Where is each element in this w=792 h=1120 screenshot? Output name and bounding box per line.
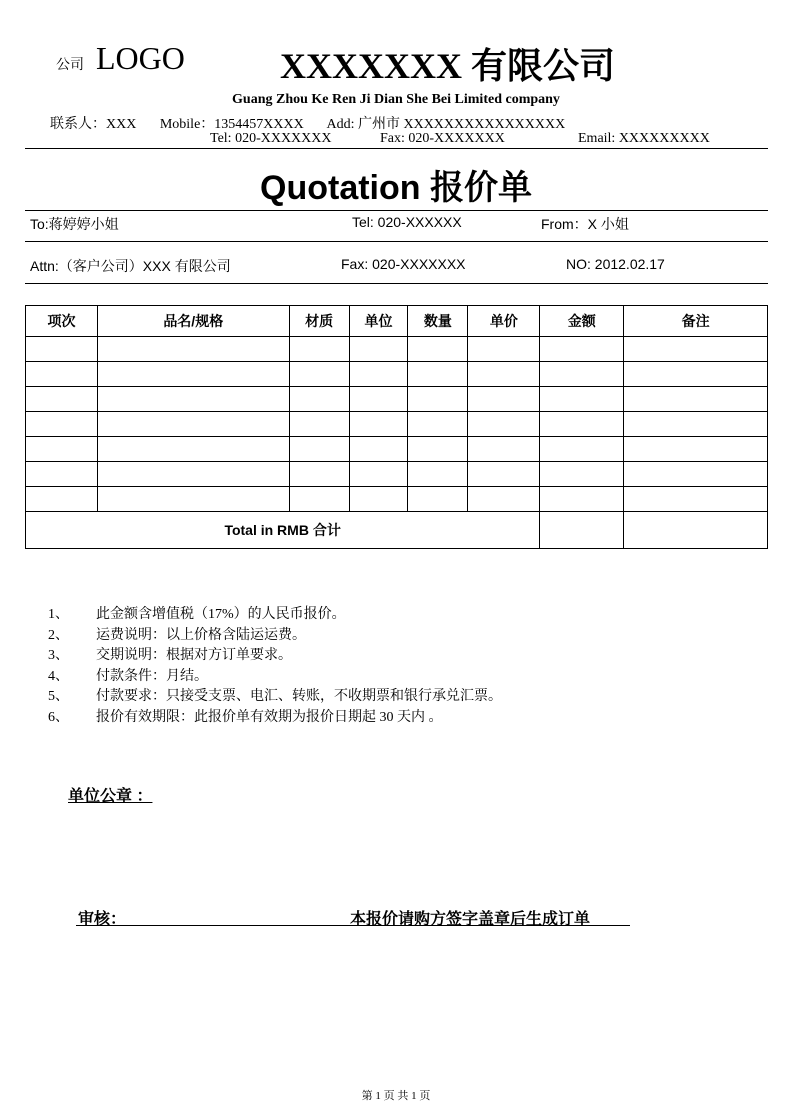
table-cell[interactable] bbox=[408, 412, 468, 437]
company-english-name: Guang Zhou Ke Ren Ji Dian She Bei Limited company bbox=[232, 92, 560, 107]
header-divider bbox=[25, 148, 768, 149]
term-number: 5、 bbox=[48, 689, 69, 705]
total-remark-cell[interactable] bbox=[624, 512, 768, 549]
contact-address: Add: 广州市 XXXXXXXXXXXXXXXX bbox=[326, 117, 566, 132]
table-cell[interactable] bbox=[408, 362, 468, 387]
table-cell[interactable] bbox=[540, 337, 624, 362]
table-cell[interactable] bbox=[289, 487, 349, 512]
table-cell[interactable] bbox=[624, 412, 768, 437]
table-cell[interactable] bbox=[408, 462, 468, 487]
table-cell[interactable] bbox=[624, 462, 768, 487]
table-cell[interactable] bbox=[349, 487, 408, 512]
logo-text: LOGO bbox=[96, 40, 185, 76]
term-text: 交期说明：根据对方订单要求。 bbox=[96, 648, 292, 664]
info-divider-2 bbox=[25, 283, 768, 284]
table-row bbox=[26, 387, 768, 412]
col-header-remark: 备注 bbox=[624, 306, 768, 337]
table-cell[interactable] bbox=[97, 412, 289, 437]
table-cell[interactable] bbox=[408, 437, 468, 462]
contact-email: Email: XXXXXXXXX bbox=[578, 131, 710, 146]
quotation-table bbox=[25, 305, 768, 549]
term-text: 报价有效期限：此报价单有效期为报价日期起 30 天内 。 bbox=[96, 709, 443, 725]
list-item bbox=[48, 605, 502, 626]
term-text: 付款条件：月结。 bbox=[96, 668, 208, 684]
contact-tel: Tel: 020-XXXXXXX bbox=[210, 131, 332, 146]
table-cell[interactable] bbox=[26, 362, 98, 387]
table-cell[interactable] bbox=[624, 337, 768, 362]
col-header-index: 项次 bbox=[26, 306, 98, 337]
info-divider bbox=[25, 241, 768, 242]
table-cell[interactable] bbox=[540, 487, 624, 512]
col-header-amount: 金额 bbox=[540, 306, 624, 337]
term-text: 付款要求：只接受支票、电汇、转账，不收期票和银行承兑汇票。 bbox=[96, 689, 502, 705]
col-header-material: 材质 bbox=[289, 306, 349, 337]
table-cell[interactable] bbox=[26, 412, 98, 437]
table-cell[interactable] bbox=[349, 462, 408, 487]
table-cell[interactable] bbox=[540, 387, 624, 412]
table-cell[interactable] bbox=[26, 487, 98, 512]
total-label: Total in RMB 合计 bbox=[26, 512, 540, 549]
table-cell[interactable] bbox=[97, 487, 289, 512]
col-header-unit: 单位 bbox=[349, 306, 408, 337]
table-row bbox=[26, 337, 768, 362]
table-cell[interactable] bbox=[408, 337, 468, 362]
table-header-row bbox=[26, 306, 768, 337]
table-cell[interactable] bbox=[349, 437, 408, 462]
table-cell[interactable] bbox=[408, 487, 468, 512]
table-cell[interactable] bbox=[97, 387, 289, 412]
contact-person: 联系人：XXX bbox=[50, 117, 137, 132]
company-seal-label: 单位公章 ： bbox=[68, 788, 153, 805]
table-cell[interactable] bbox=[624, 487, 768, 512]
table-cell[interactable] bbox=[468, 437, 540, 462]
company-name: XXXXXXX 有限公司 bbox=[280, 46, 615, 86]
signature-underline bbox=[76, 925, 630, 926]
table-cell[interactable] bbox=[408, 387, 468, 412]
table-cell[interactable] bbox=[540, 412, 624, 437]
term-number: 4、 bbox=[48, 668, 69, 684]
order-notice: 本报价请购方签字盖章后生成订单 bbox=[350, 911, 591, 928]
quote-number: NO: 2012.02.17 bbox=[566, 256, 665, 272]
table-cell[interactable] bbox=[468, 337, 540, 362]
table-cell[interactable] bbox=[289, 387, 349, 412]
table-cell[interactable] bbox=[540, 362, 624, 387]
table-cell[interactable] bbox=[468, 412, 540, 437]
table-cell[interactable] bbox=[26, 437, 98, 462]
recipient-attn: Attn:（客户公司）XXX 有限公司 bbox=[30, 258, 231, 274]
table-cell[interactable] bbox=[97, 437, 289, 462]
table-cell[interactable] bbox=[624, 437, 768, 462]
recipient-fax: Fax: 020-XXXXXXX bbox=[341, 256, 466, 272]
term-text: 此金额含增值税（17%）的人民币报价。 bbox=[96, 607, 346, 622]
table-row bbox=[26, 462, 768, 487]
list-item bbox=[48, 626, 502, 647]
title-divider bbox=[25, 210, 768, 211]
contact-fax: Fax: 020-XXXXXXX bbox=[380, 131, 505, 146]
list-item bbox=[48, 646, 502, 667]
total-row bbox=[26, 512, 768, 549]
table-cell[interactable] bbox=[97, 462, 289, 487]
table-cell[interactable] bbox=[468, 387, 540, 412]
total-amount-cell[interactable] bbox=[540, 512, 624, 549]
table-cell[interactable] bbox=[349, 337, 408, 362]
table-cell[interactable] bbox=[26, 462, 98, 487]
table-row bbox=[26, 362, 768, 387]
table-cell[interactable] bbox=[349, 387, 408, 412]
table-cell[interactable] bbox=[97, 362, 289, 387]
table-cell[interactable] bbox=[468, 462, 540, 487]
col-header-unit-price: 单价 bbox=[468, 306, 540, 337]
table-row bbox=[26, 412, 768, 437]
term-number: 1、 bbox=[48, 607, 69, 622]
table-cell[interactable] bbox=[349, 412, 408, 437]
table-cell[interactable] bbox=[468, 362, 540, 387]
table-cell[interactable] bbox=[26, 337, 98, 362]
table-cell[interactable] bbox=[540, 437, 624, 462]
table-cell[interactable] bbox=[289, 462, 349, 487]
logo-prefix: 公司 bbox=[56, 58, 84, 73]
page-title: Quotation 报价单 bbox=[260, 169, 532, 207]
recipient-tel: Tel: 020-XXXXXX bbox=[352, 214, 462, 230]
list-item bbox=[48, 667, 502, 688]
term-number: 6、 bbox=[48, 709, 69, 725]
table-cell[interactable] bbox=[289, 362, 349, 387]
table-cell[interactable] bbox=[26, 387, 98, 412]
contact-mobile: Mobile：1354457XXXX bbox=[159, 117, 304, 132]
table-cell[interactable] bbox=[468, 487, 540, 512]
contact-row bbox=[50, 113, 585, 133]
recipient-to: To:蒋婷婷小姐 bbox=[30, 216, 119, 232]
terms-list bbox=[48, 605, 502, 729]
list-item bbox=[48, 687, 502, 708]
list-item bbox=[48, 708, 502, 729]
table-cell[interactable] bbox=[97, 337, 289, 362]
table-row bbox=[26, 437, 768, 462]
col-header-product: 品名/规格 bbox=[97, 306, 289, 337]
table-row bbox=[26, 487, 768, 512]
col-header-quantity: 数量 bbox=[408, 306, 468, 337]
table-cell[interactable] bbox=[624, 387, 768, 412]
table-cell[interactable] bbox=[289, 412, 349, 437]
table-cell[interactable] bbox=[349, 362, 408, 387]
sender-from: From：X 小姐 bbox=[541, 216, 629, 232]
table-cell[interactable] bbox=[289, 337, 349, 362]
term-number: 3、 bbox=[48, 648, 69, 664]
table-cell[interactable] bbox=[540, 462, 624, 487]
table-cell[interactable] bbox=[289, 437, 349, 462]
table-cell[interactable] bbox=[624, 362, 768, 387]
review-label: 审核： bbox=[78, 911, 127, 928]
page-number: 第 1 页 共 1 页 bbox=[361, 1090, 431, 1102]
term-text: 运费说明：以上价格含陆运运费。 bbox=[96, 627, 306, 643]
term-number: 2、 bbox=[48, 627, 69, 643]
